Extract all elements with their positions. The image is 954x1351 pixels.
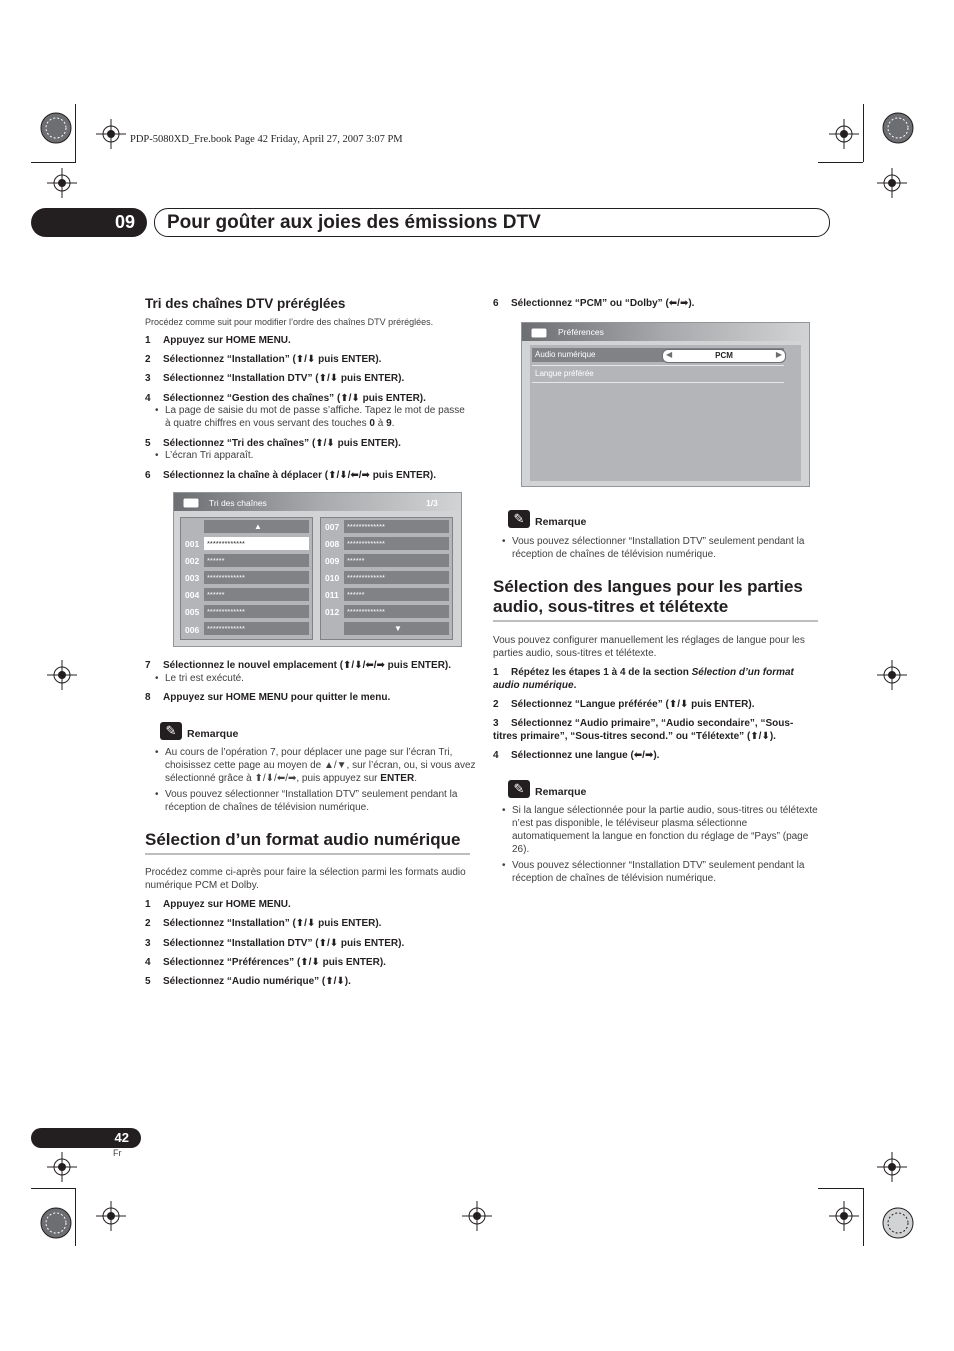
channel-number: 005 (185, 607, 200, 617)
step-item: 7 Sélectionnez le nouvel emplacement (⬆/⬇/⬅/➡ puis ENTER). (145, 660, 452, 671)
step-item: 2 Sélectionnez “Installation” (⬆/⬇ puis ENTER). (145, 918, 382, 929)
step-item: 4 Sélectionnez “Gestion des chaînes” (⬆/⬇ puis ENTER). (145, 393, 426, 404)
preferences-screen (521, 322, 810, 487)
page-number-badge (31, 1128, 141, 1148)
registration-mark-icon (96, 119, 126, 149)
tri-screen (173, 492, 462, 647)
channel-name[interactable]: ************* (344, 605, 449, 618)
channel-number: 007 (325, 522, 340, 532)
bullet-item: • Le tri est exécuté. (155, 672, 470, 685)
channel-name[interactable]: ****** (344, 588, 449, 601)
step-item: 8 Appuyez sur HOME MENU pour quitter le menu. (145, 692, 391, 703)
channel-name-selected[interactable]: ************* (204, 537, 309, 550)
step-item: 6 Sélectionnez “PCM” ou “Dolby” (⬅/➡). (493, 298, 695, 309)
bullet-item: • La page de saisie du mot de passe s’affiche. Tapez le mot de passe à quatre chiffres en vous servant des touches 0 à 9. (155, 404, 470, 430)
registration-mark-icon (877, 660, 907, 690)
langue-preferee-label[interactable]: Langue préférée (535, 369, 594, 378)
note-bullet: • Si la langue sélectionnée pour la partie audio, sous-titres ou télétexte n’est pas disponible, le téléviseur plasma sélectionne automatiquement la langue en fonction du réglage de “Pays” (page 26). (502, 804, 827, 856)
channel-name[interactable]: ****** (204, 554, 309, 567)
note-bullet: • Vous pouvez sélectionner “Installation DTV” seulement pendant la réception de chaînes de télévision numérique. (502, 859, 827, 885)
channel-number: 004 (185, 590, 200, 600)
note-bullet: • Au cours de l’opération 7, pour déplacer une page sur l’écran Tri, choisissez cette page au moyen de ▲/▼, sur l’écran, ou, si vous avez sélectionné grâce à ⬆/⬇/⬅/➡, puis appuyez sur ENTER. (155, 746, 478, 785)
arrow-right-icon[interactable]: ▶ (775, 350, 782, 359)
channel-name[interactable]: ****** (344, 554, 449, 567)
starburst-target-icon (40, 112, 72, 144)
step-item: 3 Sélectionnez “Installation DTV” (⬆/⬇ puis ENTER). (145, 373, 405, 384)
channel-list-left (180, 517, 313, 640)
note-bullet: • Vous pouvez sélectionner “Installation DTV” seulement pendant la réception de chaînes de télévision numérique. (155, 788, 478, 814)
channel-name[interactable]: ************* (344, 571, 449, 584)
step-item: 5 Sélectionnez “Tri des chaînes” (⬆/⬇ puis ENTER). (145, 438, 401, 449)
starburst-target-icon (882, 112, 914, 144)
page-number: 42 (114, 1130, 129, 1145)
screen-page: 1/3 (426, 498, 438, 508)
registration-mark-icon (47, 1152, 77, 1182)
channel-number: 008 (325, 539, 340, 549)
row-divider (532, 365, 784, 366)
note-label: Remarque (187, 728, 239, 740)
chapter-header (31, 208, 818, 237)
channel-number: 006 (185, 625, 200, 635)
step-item: 3 Sélectionnez “Installation DTV” (⬆/⬇ puis ENTER). (145, 938, 405, 949)
step-item: 1 Appuyez sur HOME MENU. (145, 335, 291, 346)
registration-mark-icon (877, 168, 907, 198)
audio-format-value: PCM (715, 351, 733, 360)
registration-mark-icon (877, 1152, 907, 1182)
channel-number: 009 (325, 556, 340, 566)
section-divider (145, 853, 470, 855)
section-intro: Vous pouvez configurer manuellement les réglages de langue pour les parties audio, sous-titres et télétexte. (493, 635, 805, 659)
row-divider (532, 382, 784, 383)
note-label: Remarque (535, 786, 587, 798)
channel-number: 002 (185, 556, 200, 566)
channel-name[interactable]: ************* (204, 571, 309, 584)
chapter-number: 09 (31, 208, 147, 237)
section-intro: Procédez comme suit pour modifier l’ordre des chaînes DTV préréglées. (145, 317, 434, 327)
channel-list-right (320, 517, 453, 640)
channel-number: 012 (325, 607, 340, 617)
step-item: 4 Sélectionnez une langue (⬅/➡). (493, 750, 660, 761)
arrow-left-icon[interactable]: ◀ (666, 350, 673, 359)
registration-mark-icon (96, 1201, 126, 1231)
note-pencil-icon: ✎ (508, 780, 530, 798)
channel-name[interactable]: ************* (204, 605, 309, 618)
channel-number: 003 (185, 573, 200, 583)
starburst-target-icon (882, 1207, 914, 1239)
channel-name[interactable]: ****** (204, 588, 309, 601)
channel-name[interactable]: ************* (204, 622, 309, 635)
audio-format-selector[interactable] (662, 349, 786, 363)
note-label: Remarque (535, 516, 587, 528)
audio-numerique-label: Audio numérique (535, 350, 596, 359)
section-title-tri: Tri des chaînes DTV préréglées (145, 296, 346, 311)
registration-mark-icon (829, 119, 859, 149)
step-item: 6 Sélectionnez la chaîne à déplacer (⬆/⬇/⬅/➡ puis ENTER). (145, 470, 437, 481)
channel-number: 011 (325, 590, 339, 600)
registration-mark-icon (47, 168, 77, 198)
note-pencil-icon: ✎ (508, 510, 530, 528)
note-pencil-icon: ✎ (160, 722, 182, 740)
step-item: 1 Appuyez sur HOME MENU. (145, 899, 291, 910)
chapter-title: Pour goûter aux joies des émissions DTV (154, 208, 830, 237)
registration-mark-icon (829, 1201, 859, 1231)
book-info: PDP-5080XD_Fre.book Page 42 Friday, April 27, 2007 3:07 PM (130, 134, 403, 145)
remote-icon (182, 496, 202, 510)
scroll-up-icon[interactable]: ▲ (204, 520, 309, 533)
remote-icon (530, 326, 550, 340)
section-intro: Procédez comme ci-après pour faire la sélection parmi les formats audio numérique PCM et Dolby. (145, 867, 466, 891)
scroll-down-icon[interactable]: ▼ (344, 622, 449, 635)
section-title-audio: Sélection d’un format audio numérique (145, 830, 461, 849)
step-item: 2 Sélectionnez “Langue préférée” (⬆/⬇ puis ENTER). (493, 699, 755, 710)
section-title-langues-line2: audio, sous-titres et télétexte (493, 597, 729, 616)
step-item: 5 Sélectionnez “Audio numérique” (⬆/⬇). (145, 976, 351, 987)
section-title-langues-line1: Sélection des langues pour les parties (493, 577, 803, 596)
note-bullet: • Vous pouvez sélectionner “Installation DTV” seulement pendant la réception de chaînes de télévision numérique. (502, 535, 827, 561)
channel-name[interactable]: ************* (344, 520, 449, 533)
step-item: 4 Sélectionnez “Préférences” (⬆/⬇ puis ENTER). (145, 957, 386, 968)
step-item: 3 Sélectionnez “Audio primaire”, “Audio secondaire”, “Sous- titres primaire”, “Sous-titres second.” ou “Télétexte” (⬆/⬇). (493, 718, 794, 742)
language-code: Fr (113, 1148, 122, 1158)
step-item: 1 Répétez les étapes 1 à 4 de la section Sélection d’un format audio numérique. (493, 667, 794, 691)
starburst-target-icon (40, 1207, 72, 1239)
screen-title: Tri des chaînes (209, 498, 267, 508)
step-item: 2 Sélectionnez “Installation” (⬆/⬇ puis ENTER). (145, 354, 382, 365)
channel-name[interactable]: ************* (344, 537, 449, 550)
registration-mark-icon (47, 660, 77, 690)
bullet-item: • L’écran Tri apparaît. (155, 449, 470, 462)
preferences-panel (530, 345, 801, 481)
channel-number: 001 (185, 539, 200, 549)
registration-mark-icon (462, 1201, 492, 1231)
screen-title: Préférences (558, 327, 604, 337)
section-divider (493, 620, 818, 622)
channel-number: 010 (325, 573, 340, 583)
